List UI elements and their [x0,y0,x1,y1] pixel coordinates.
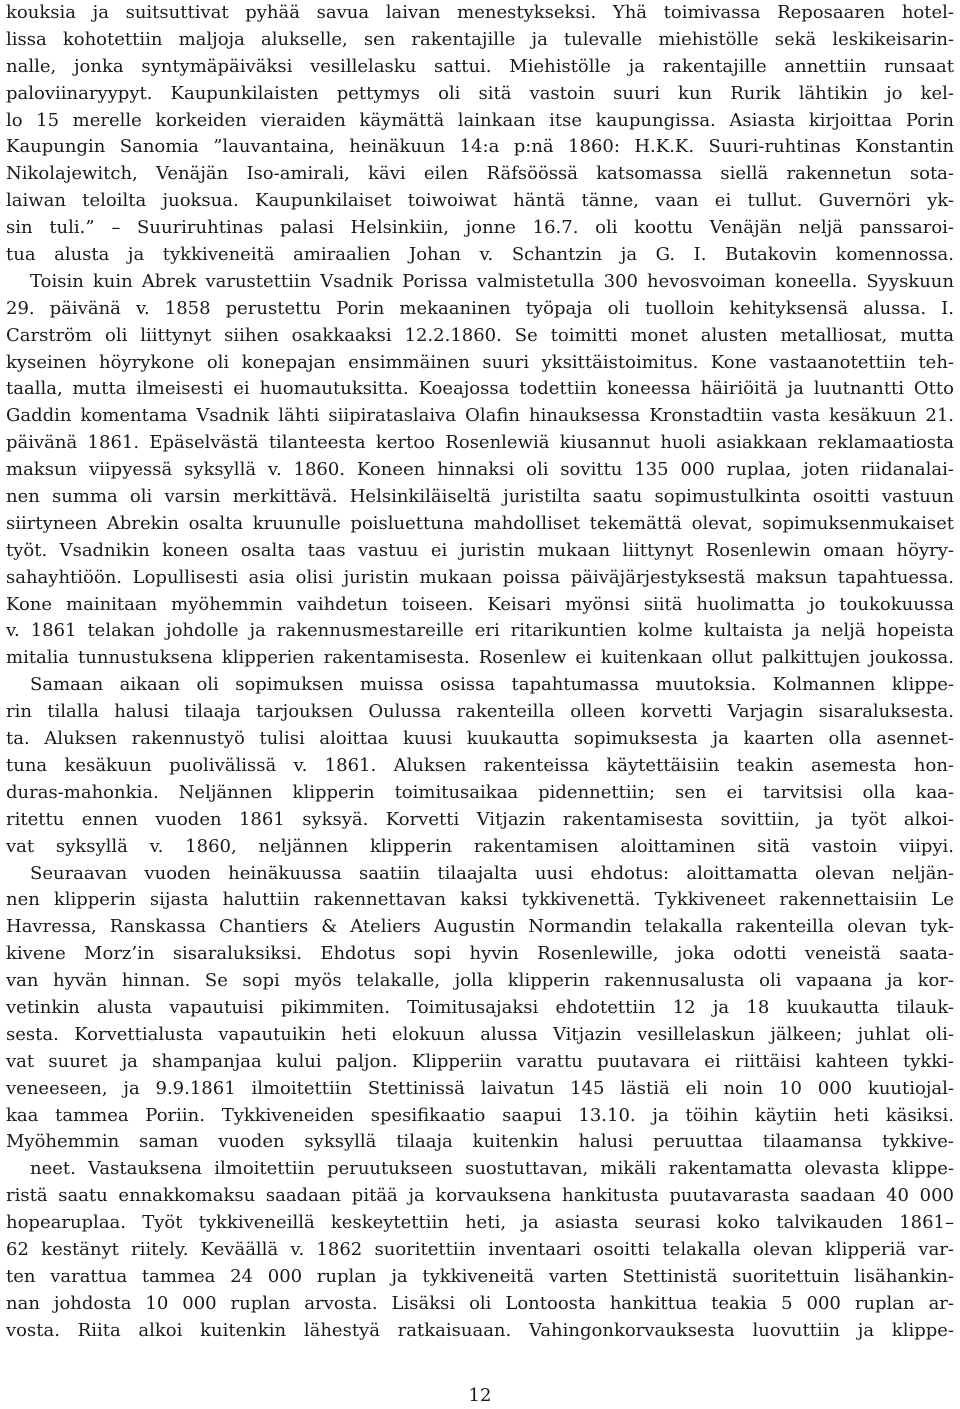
text-line: sesta. Korvettialusta vapautuikin heti elokuun alussa Vitjazin vesillelaskun jälkeen; juhlat oli- [6,1023,954,1045]
text-line: lo 15 merelle korkeiden vieraiden käymättä lainkaan itse kaupungissa. Asiasta kirjoittaa Porin [6,109,954,131]
text-line: Toisin kuin Abrek varustettiin Vsadnik Porissa valmistetulla 300 hevosvoiman koneella. Syyskuun [30,270,954,292]
text-line: tua alusta ja tykkiveneitä amiraalien Johan v. Schantzin ja G. I. Butakovin komennossa. [6,244,954,266]
text-line: kivene Morz’in sisaraluksiksi. Ehdotus sopi hyvin Rosenlewille, joka odotti veneistä saata- [6,943,954,965]
text-line: vat syksyllä v. 1860, neljännen klipperin rakentamisen aloittaminen sitä vastoin viipyi. [6,835,954,857]
page-number: 12 [468,1385,492,1406]
text-line: ristä saatu ennakkomaksu saadaan pitää ja korvauksena hankitusta puutavarasta saadaan 40 000 [6,1185,954,1207]
text-line: nalle, jonka syntymäpäiväksi vesillelasku sattui. Miehistölle ja rakentajille annettiin runsaat [6,55,954,77]
text-line: van hyvän hinnan. Se sopi myös telakalle, jolla klipperin rakennusalusta oli vapaana ja kor- [6,970,954,992]
text-line: 29. päivänä v. 1858 perustettu Porin mekaaninen työpaja oli tuolloin kehityksensä alussa. I. [6,297,954,319]
text-line: vat suuret ja shampanjaa kului paljon. Klipperiin varattu puutavara ei riittäisi kahteen tykki- [6,1050,954,1072]
text-line: sahayhtiöön. Lopullisesti asia olisi juristin mukaan poissa päiväjärjestyksestä maksun tapahtuessa. [6,566,954,588]
text-line: päivänä 1861. Epäselvästä tilanteesta kertoo Rosenlewiä kiusannut huoli asiakkaan reklamaatiosta [6,432,954,454]
text-line: nen summa oli varsin merkittävä. Helsinkiläiseltä juristilta saatu sopimustulkinta osoitti vastuun [6,486,954,508]
text-line: työt. Vsadnikin koneen osalta taas vastuu ei juristin mukaan liittynyt Rosenlewin omaan höyry- [6,539,954,561]
text-line: Kone mainitaan myöhemmin vaihdetun toiseen. Keisari myönsi siitä huolimatta jo toukokuussa [6,593,954,615]
text-line: laiwan teloilta juoksua. Kaupunkilaiset toiwoiwat häntä tänne, vaan ei tullut. Guvernöri yk- [6,190,954,212]
text-line: ritettu ennen vuoden 1861 syksyä. Korvetti Vitjazin rakentamisesta sovittiin, ja työt alkoi- [6,808,954,830]
body-text [6,0,954,1345]
text-line: Samaan aikaan oli sopimuksen muissa osissa tapahtumassa muutoksia. Kolmannen klippe- [30,674,954,696]
text-line: hopearuplaa. Työt tykkiveneillä keskeytettiin heti, ja asiasta seurasi koko talvikauden 1861– [6,1212,954,1234]
text-line: rin tilalla halusi tilaaja tarjouksen Oulussa rakenteilla olleen korvetti Varjagin sisaraluksesta. [6,701,954,723]
text-line: mitalia tunnustuksena klipperien rakentamisesta. Rosenlew ei kuitenkaan ollut palkittujen joukossa. [6,647,954,669]
text-line: duras-mahonkia. Neljännen klipperin toimitusaikaa pidennettiin; sen ei tarvitsisi olla kaa- [6,781,954,803]
text-line: paloviinaryypyt. Kaupunkilaisten pettymys oli sitä vastoin suuri kun Rurik lähtikin jo kel- [6,82,954,104]
text-line: kyseinen höyrykone oli konepajan ensimmäinen suuri yksittäistoimitus. Kone vastaanotettiin teh- [6,351,954,373]
text-line: Kaupungin Sanomia ”lauvantaina, heinäkuun 14:a p:nä 1860: H.K.K. Suuri-ruhtinas Konstantin [6,136,954,158]
text-line: sin tuli.” – Suuriruhtinas palasi Helsinkiin, jonne 16.7. oli koottu Venäjän neljä panssaroi- [6,217,954,239]
text-line: 62 kestänyt riitely. Keväällä v. 1862 suoritettiin inventaari osoitti telakalla olevan klipperiä var- [6,1238,954,1260]
text-line: nen klipperin sijasta haluttiin rakennettavan kaksi tykkivenettä. Tykkiveneet rakennettaisiin Le [6,889,954,911]
text-line: vosta. Riita alkoi kuitenkin lähestyä ratkaisuaan. Vahingonkorvauksesta luovuttiin ja klippe- [6,1319,954,1341]
text-line: Carström oli liittynyt siihen osakkaaksi 12.2.1860. Se toimitti monet alusten metalliosat, mutta [6,324,954,346]
text-line: Nikolajewitch, Venäjän Iso-amirali, kävi eilen Räfsöössä katsomassa siellä rakennetun sota- [6,163,954,185]
text-line: ten varattua tammea 24 000 ruplan ja tykkiveneitä varten Stettinistä suoritettuin lisähankin- [6,1265,954,1287]
text-line: lissa kohotettiin maljoja alukselle, sen rakentajille ja tulevalle miehistölle sekä leskikeisarin- [6,28,954,50]
text-line: neet. Vastauksena ilmoitettiin peruutukseen suostuttavan, mikäli rakentamatta olevasta klippe- [30,1158,954,1180]
text-line: siirtyneen Abrekin osalta kruunulle poisluettuna mahdolliset tekemättä olevat, sopimuksenmukaiset [6,512,954,534]
text-line: vetinkin alusta vapautuisi pikimmiten. Toimitusajaksi ehdotettiin 12 ja 18 kuukautta tilauk- [6,996,954,1018]
text-line: Gaddin komentama Vsadnik lähti siipirataslaiva Olafin hinauksessa Kronstadtiin vasta kesäkuun 21. [6,405,954,427]
text-line: v. 1861 telakan johdolle ja rakennusmestareille eri ritarikuntien kolme kultaista ja neljä hopeista [6,620,954,642]
text-line: maksun viipyessä syksyllä v. 1860. Koneen hinnaksi oli sovittu 135 000 ruplaa, joten riidanalai- [6,459,954,481]
text-line: nan johdosta 10 000 ruplan arvosta. Lisäksi oli Lontoosta hankittua teakia 5 000 ruplan ar- [6,1292,954,1314]
text-line: Myöhemmin saman vuoden syksyllä tilaaja kuitenkin halusi peruuttaa tilaamansa tykkive- [6,1131,954,1153]
text-line: kouksia ja suitsuttivat pyhää savua laivan menestykseksi. Yhä toimivassa Reposaaren hotel- [6,2,954,23]
text-line: Havressa, Ranskassa Chantiers & Ateliers Augustin Normandin telakalla rakenteilla olevan tyk- [6,916,954,938]
text-line: ta. Aluksen rakennustyö tulisi aloittaa kuusi kuukautta sopimuksesta ja kaarten olla asennet- [6,728,954,750]
text-line: veneeseen, ja 9.9.1861 ilmoitettiin Stettinissä laivatun 145 lästiä eli noin 10 000 kuutiojal- [6,1077,954,1099]
text-line: kaa tammea Poriin. Tykkiveneiden spesifikaatio saapui 13.10. ja töihin käytiin heti käsiksi. [6,1104,954,1126]
text-line: tuna kesäkuun puolivälissä v. 1861. Aluksen rakenteissa käytettäisiin teakin asemesta hon- [6,754,954,776]
text-line: taalla, mutta ilmeisesti ei huomautuksitta. Koeajossa todettiin koneessa häiriöitä ja luutnantti Otto [6,378,954,400]
text-line: Seuraavan vuoden heinäkuussa saatiin tilaajalta uusi ehdotus: aloittamatta olevan neljän- [30,862,954,884]
